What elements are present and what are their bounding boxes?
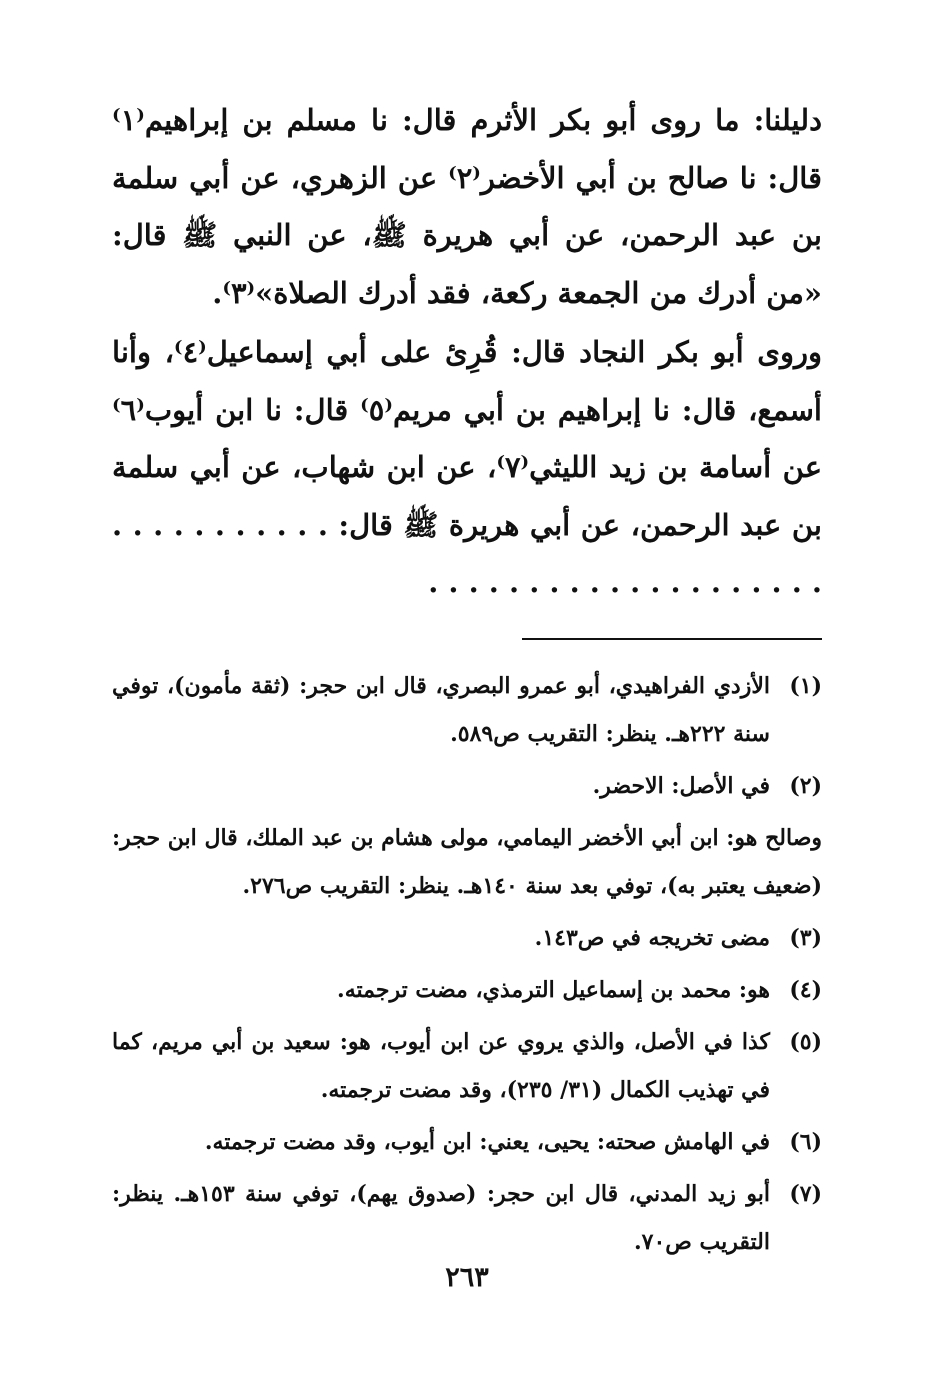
footnote-text: في الأصل: الاحضر. (592, 772, 770, 799)
footnote-text: في الهامش صحته: يحيى، يعني: ابن أيوب، وقد مضت ترجمته. (204, 1128, 770, 1155)
footnote-number: (٦) (789, 1128, 822, 1155)
footnote-3 (112, 914, 822, 962)
footnote-number: (١) (789, 672, 822, 699)
footnote-7 (112, 1170, 822, 1266)
footnote-number: (٢) (789, 772, 822, 799)
footnote-text: كذا في الأصل، والذي يروي عن ابن أيوب، هو: سعيد بن أبي مريم، كما في تهذيب الكمال (٣١/ ٢٣٥)، وقد مضت ترجمته. (112, 1028, 770, 1103)
footnote-text: هو: محمد بن إسماعيل الترمذي، مضت ترجمته. (337, 976, 770, 1003)
footnote-number: (٤) (789, 976, 822, 1003)
footnote-2-continuation: وصالح هو: ابن أبي الأخضر اليمامي، مولى هشام بن عبد الملك، قال ابن حجر: (ضعيف يعتبر به)، توفي بعد سنة ١٤٠هـ. ينظر: التقريب ص٢٧٦. (112, 824, 823, 899)
footnote-2 (112, 762, 822, 810)
footnote-1 (112, 662, 822, 758)
footnote-number: (٧) (789, 1180, 822, 1207)
footnote-5 (112, 1018, 822, 1114)
body-paragraph-2: وروى أبو بكر النجاد قال: قُرِئ على أبي إسماعيل⁽٤⁾، وأنا أسمع، قال: نا إبراهيم بن أبي مريم⁽٥⁾ قال: نا ابن أيوب⁽٦⁾ عن أسامة بن زيد الليثي⁽٧⁾، عن ابن شهاب، عن أبي سلمة بن عبد الرحمن، عن أبي هريرة ﷺ قال: . . . . . . . . . . . . . . . . . . . . . . . . . . . . . . . (112, 335, 823, 599)
footnote-text: أبو زيد المدني، قال ابن حجر: (صدوق يهم)، توفي سنة ١٥٣هـ. ينظر: التقريب ص٧٠. (112, 1180, 770, 1255)
page-number: ٢٦٣ (445, 1262, 489, 1293)
footnote-text: مضى تخريجه في ص١٤٣. (534, 924, 770, 951)
footnote-text: الأزدي الفراهيدي، أبو عمرو البصري، قال ابن حجر: (ثقة مأمون)، توفي سنة ٢٢٢هـ. ينظر: التقريب ص٥٨٩. (112, 672, 770, 747)
body-paragraph-1: دليلنا: ما روى أبو بكر الأثرم قال: نا مسلم بن إبراهيم⁽١⁾ قال: نا صالح بن أبي الأخضر⁽٢⁾ عن الزهري، عن أبي سلمة بن عبد الرحمن، عن أبي هريرة ﷺ، عن النبي ﷺ قال: «من أدرك من الجمعة ركعة، فقد أدرك الصلاة»⁽٣⁾. (112, 103, 823, 310)
footnote-number: (٥) (789, 1028, 822, 1055)
footnotes-section (112, 662, 822, 1266)
book-page (112, 92, 822, 1270)
footnote-number: (٣) (789, 924, 822, 951)
footnote-separator (522, 638, 822, 640)
footnote-4 (112, 966, 822, 1014)
footnote-6 (112, 1118, 822, 1166)
